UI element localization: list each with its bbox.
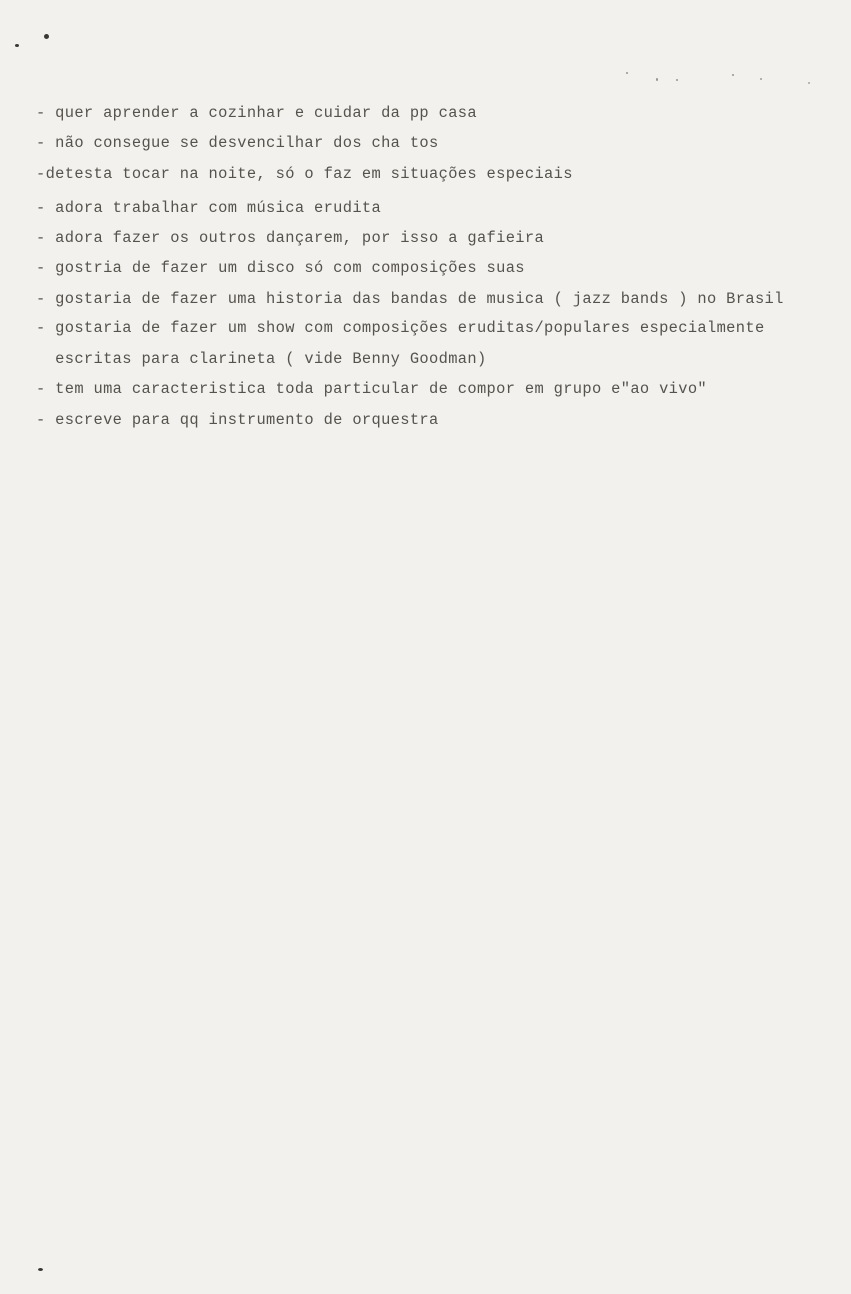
ink-speck (15, 44, 19, 47)
note-line: - escreve para qq instrumento de orquestra (36, 411, 439, 429)
note-line: - adora trabalhar com música erudita (36, 199, 382, 217)
note-line: -detesta tocar na noite, só o faz em situações especiais (36, 165, 573, 183)
ink-speck (732, 74, 734, 76)
note-line: - não consegue se desvencilhar dos cha tos (36, 134, 439, 152)
ink-speck (656, 78, 658, 81)
note-line: - gostaria de fazer um show com composições eruditas/populares especialmente (36, 319, 765, 337)
ink-speck (676, 79, 678, 81)
ink-speck (760, 78, 762, 80)
note-line: - adora fazer os outros dançarem, por isso a gafieira (36, 229, 545, 247)
note-line-continuation: escritas para clarineta ( vide Benny Goodman) (36, 350, 487, 368)
ink-speck (808, 82, 810, 84)
note-line: - quer aprender a cozinhar e cuidar da pp casa (36, 104, 477, 122)
note-line: - gostaria de fazer uma historia das bandas de musica ( jazz bands ) no Brasil (36, 290, 784, 308)
ink-speck (38, 1268, 43, 1271)
note-line: - gostria de fazer um disco só com composições suas (36, 259, 525, 277)
ink-speck (44, 34, 49, 39)
ink-speck (626, 72, 628, 74)
note-line: - tem uma caracteristica toda particular de compor em grupo e"ao vivo" (36, 380, 708, 398)
